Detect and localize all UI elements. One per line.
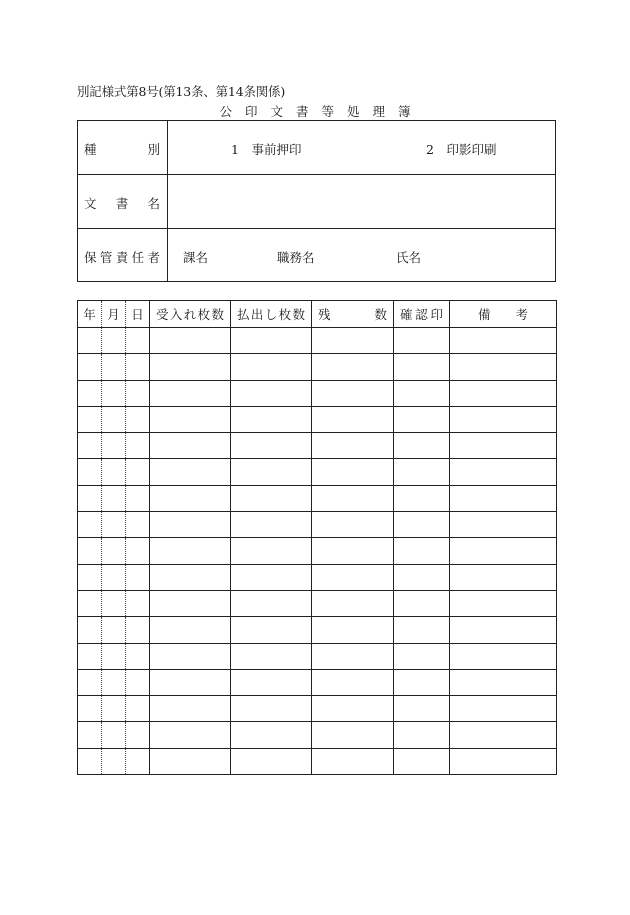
cell-issued[interactable] bbox=[231, 512, 312, 538]
cell-day[interactable] bbox=[126, 669, 150, 695]
cell-issued[interactable] bbox=[231, 459, 312, 485]
log-body bbox=[78, 328, 557, 775]
cell-remaining[interactable] bbox=[312, 643, 394, 669]
cell-confirm[interactable] bbox=[394, 459, 450, 485]
cell-day[interactable] bbox=[126, 380, 150, 406]
cell-year[interactable] bbox=[78, 748, 102, 774]
cell-notes[interactable] bbox=[450, 669, 557, 695]
cell-issued[interactable] bbox=[231, 590, 312, 616]
custodian-label: 保 管 責 任 者 bbox=[84, 250, 160, 265]
cell-received[interactable] bbox=[150, 696, 231, 722]
cell-month[interactable] bbox=[102, 617, 126, 643]
cell-issued[interactable] bbox=[231, 538, 312, 564]
cell-year[interactable] bbox=[78, 617, 102, 643]
cell-confirm[interactable] bbox=[394, 538, 450, 564]
header-issued: 払 出 し 枚 数 bbox=[231, 301, 312, 328]
cell-day[interactable] bbox=[126, 485, 150, 511]
cell-remaining[interactable] bbox=[312, 748, 394, 774]
cell-year[interactable] bbox=[78, 485, 102, 511]
table-row bbox=[78, 669, 557, 695]
cell-received[interactable] bbox=[150, 512, 231, 538]
cell-year[interactable] bbox=[78, 354, 102, 380]
cell-remaining[interactable] bbox=[312, 696, 394, 722]
cell-month[interactable] bbox=[102, 696, 126, 722]
cell-received[interactable] bbox=[150, 485, 231, 511]
cell-day[interactable] bbox=[126, 406, 150, 432]
cell-issued[interactable] bbox=[231, 669, 312, 695]
cell-year[interactable] bbox=[78, 459, 102, 485]
cell-issued[interactable] bbox=[231, 696, 312, 722]
cell-remaining[interactable] bbox=[312, 433, 394, 459]
cell-year[interactable] bbox=[78, 722, 102, 748]
cell-notes[interactable] bbox=[450, 590, 557, 616]
table-row bbox=[78, 617, 557, 643]
cell-notes[interactable] bbox=[450, 380, 557, 406]
cell-remaining[interactable] bbox=[312, 564, 394, 590]
cell-month[interactable] bbox=[102, 485, 126, 511]
cell-day[interactable] bbox=[126, 617, 150, 643]
cell-month[interactable] bbox=[102, 748, 126, 774]
table-row bbox=[78, 696, 557, 722]
table-row bbox=[78, 564, 557, 590]
cell-issued[interactable] bbox=[231, 406, 312, 432]
cell-received[interactable] bbox=[150, 590, 231, 616]
cell-year[interactable] bbox=[78, 328, 102, 354]
cell-notes[interactable] bbox=[450, 459, 557, 485]
name-label: 氏名 bbox=[396, 250, 422, 265]
cell-notes[interactable] bbox=[450, 748, 557, 774]
form-reference: 別記様式第8号(第13条、第14条関係) bbox=[77, 84, 286, 99]
cell-day[interactable] bbox=[126, 433, 150, 459]
cell-remaining[interactable] bbox=[312, 617, 394, 643]
cell-remaining[interactable] bbox=[312, 512, 394, 538]
cell-notes[interactable] bbox=[450, 485, 557, 511]
cell-remaining[interactable] bbox=[312, 538, 394, 564]
cell-issued[interactable] bbox=[231, 485, 312, 511]
table-row bbox=[78, 538, 557, 564]
cell-notes[interactable] bbox=[450, 643, 557, 669]
cell-confirm[interactable] bbox=[394, 512, 450, 538]
table-row bbox=[78, 406, 557, 432]
table-row bbox=[78, 328, 557, 354]
cell-issued[interactable] bbox=[231, 564, 312, 590]
cell-month[interactable] bbox=[102, 564, 126, 590]
cell-day[interactable] bbox=[126, 590, 150, 616]
header-confirm: 確 認 印 bbox=[394, 301, 450, 328]
cell-received[interactable] bbox=[150, 380, 231, 406]
cell-received[interactable] bbox=[150, 354, 231, 380]
cell-notes[interactable] bbox=[450, 696, 557, 722]
cell-day[interactable] bbox=[126, 328, 150, 354]
doc-name-label: 文 書 名 bbox=[84, 196, 160, 211]
cell-month[interactable] bbox=[102, 380, 126, 406]
cell-month[interactable] bbox=[102, 354, 126, 380]
cell-confirm[interactable] bbox=[394, 485, 450, 511]
cell-received[interactable] bbox=[150, 617, 231, 643]
cell-confirm[interactable] bbox=[394, 433, 450, 459]
cell-confirm[interactable] bbox=[394, 380, 450, 406]
log-table bbox=[77, 300, 557, 775]
cell-month[interactable] bbox=[102, 538, 126, 564]
cell-day[interactable] bbox=[126, 354, 150, 380]
cell-confirm[interactable] bbox=[394, 617, 450, 643]
cell-remaining[interactable] bbox=[312, 328, 394, 354]
cell-issued[interactable] bbox=[231, 328, 312, 354]
type-label: 種 別 bbox=[84, 142, 160, 157]
form-title: 公印文書等処理簿 bbox=[219, 104, 424, 119]
type-option-1: 1 事前押印 bbox=[231, 142, 302, 157]
cell-month[interactable] bbox=[102, 643, 126, 669]
cell-remaining[interactable] bbox=[312, 380, 394, 406]
position-label: 職務名 bbox=[277, 250, 315, 265]
cell-year[interactable] bbox=[78, 406, 102, 432]
table-row bbox=[78, 354, 557, 380]
cell-day[interactable] bbox=[126, 722, 150, 748]
section-label: 課名 bbox=[183, 250, 209, 265]
header-day: 日 bbox=[126, 301, 150, 328]
type-row bbox=[78, 121, 555, 175]
cell-issued[interactable] bbox=[231, 643, 312, 669]
cell-notes[interactable] bbox=[450, 406, 557, 432]
cell-issued[interactable] bbox=[231, 433, 312, 459]
cell-remaining[interactable] bbox=[312, 459, 394, 485]
cell-issued[interactable] bbox=[231, 354, 312, 380]
cell-notes[interactable] bbox=[450, 617, 557, 643]
header-received: 受 入 れ 枚 数 bbox=[150, 301, 231, 328]
cell-confirm[interactable] bbox=[394, 643, 450, 669]
type-option-2: 2 印影印刷 bbox=[426, 142, 497, 157]
cell-remaining[interactable] bbox=[312, 485, 394, 511]
cell-notes[interactable] bbox=[450, 354, 557, 380]
cell-received[interactable] bbox=[150, 538, 231, 564]
cell-year[interactable] bbox=[78, 696, 102, 722]
cell-received[interactable] bbox=[150, 722, 231, 748]
cell-received[interactable] bbox=[150, 669, 231, 695]
header-notes: 備 考 bbox=[450, 301, 557, 328]
cell-year[interactable] bbox=[78, 512, 102, 538]
cell-month[interactable] bbox=[102, 512, 126, 538]
custodian-row bbox=[78, 228, 555, 283]
cell-notes[interactable] bbox=[450, 512, 557, 538]
cell-confirm[interactable] bbox=[394, 748, 450, 774]
cell-notes[interactable] bbox=[450, 538, 557, 564]
cell-notes[interactable] bbox=[450, 433, 557, 459]
cell-notes[interactable] bbox=[450, 722, 557, 748]
cell-confirm[interactable] bbox=[394, 722, 450, 748]
cell-confirm[interactable] bbox=[394, 354, 450, 380]
header-year: 年 bbox=[78, 301, 102, 328]
cell-day[interactable] bbox=[126, 696, 150, 722]
cell-year[interactable] bbox=[78, 433, 102, 459]
table-row bbox=[78, 590, 557, 616]
cell-month[interactable] bbox=[102, 590, 126, 616]
cell-month[interactable] bbox=[102, 328, 126, 354]
cell-issued[interactable] bbox=[231, 748, 312, 774]
header-month: 月 bbox=[102, 301, 126, 328]
cell-received[interactable] bbox=[150, 459, 231, 485]
cell-confirm[interactable] bbox=[394, 590, 450, 616]
cell-day[interactable] bbox=[126, 564, 150, 590]
cell-remaining[interactable] bbox=[312, 669, 394, 695]
cell-month[interactable] bbox=[102, 406, 126, 432]
table-row bbox=[78, 748, 557, 774]
cell-year[interactable] bbox=[78, 564, 102, 590]
table-row bbox=[78, 485, 557, 511]
cell-year[interactable] bbox=[78, 538, 102, 564]
cell-received[interactable] bbox=[150, 433, 231, 459]
table-row bbox=[78, 380, 557, 406]
cell-confirm[interactable] bbox=[394, 328, 450, 354]
cell-year[interactable] bbox=[78, 643, 102, 669]
cell-issued[interactable] bbox=[231, 722, 312, 748]
cell-received[interactable] bbox=[150, 564, 231, 590]
cell-received[interactable] bbox=[150, 643, 231, 669]
doc-name-row bbox=[78, 174, 555, 229]
log-header-row bbox=[78, 301, 557, 328]
cell-year[interactable] bbox=[78, 590, 102, 616]
cell-received[interactable] bbox=[150, 748, 231, 774]
table-row bbox=[78, 722, 557, 748]
cell-day[interactable] bbox=[126, 512, 150, 538]
table-row bbox=[78, 459, 557, 485]
info-box bbox=[77, 120, 556, 282]
cell-notes[interactable] bbox=[450, 564, 557, 590]
cell-confirm[interactable] bbox=[394, 696, 450, 722]
table-row bbox=[78, 643, 557, 669]
cell-remaining[interactable] bbox=[312, 354, 394, 380]
cell-remaining[interactable] bbox=[312, 406, 394, 432]
cell-month[interactable] bbox=[102, 459, 126, 485]
table-row bbox=[78, 433, 557, 459]
cell-issued[interactable] bbox=[231, 617, 312, 643]
cell-confirm[interactable] bbox=[394, 406, 450, 432]
cell-year[interactable] bbox=[78, 380, 102, 406]
cell-day[interactable] bbox=[126, 643, 150, 669]
cell-received[interactable] bbox=[150, 406, 231, 432]
cell-remaining[interactable] bbox=[312, 590, 394, 616]
cell-month[interactable] bbox=[102, 669, 126, 695]
cell-day[interactable] bbox=[126, 538, 150, 564]
cell-notes[interactable] bbox=[450, 328, 557, 354]
cell-received[interactable] bbox=[150, 328, 231, 354]
cell-year[interactable] bbox=[78, 669, 102, 695]
cell-month[interactable] bbox=[102, 433, 126, 459]
cell-remaining[interactable] bbox=[312, 722, 394, 748]
cell-day[interactable] bbox=[126, 748, 150, 774]
cell-issued[interactable] bbox=[231, 380, 312, 406]
header-remaining: 残 数 bbox=[312, 301, 394, 328]
cell-confirm[interactable] bbox=[394, 669, 450, 695]
table-row bbox=[78, 512, 557, 538]
cell-month[interactable] bbox=[102, 722, 126, 748]
cell-day[interactable] bbox=[126, 459, 150, 485]
cell-confirm[interactable] bbox=[394, 564, 450, 590]
